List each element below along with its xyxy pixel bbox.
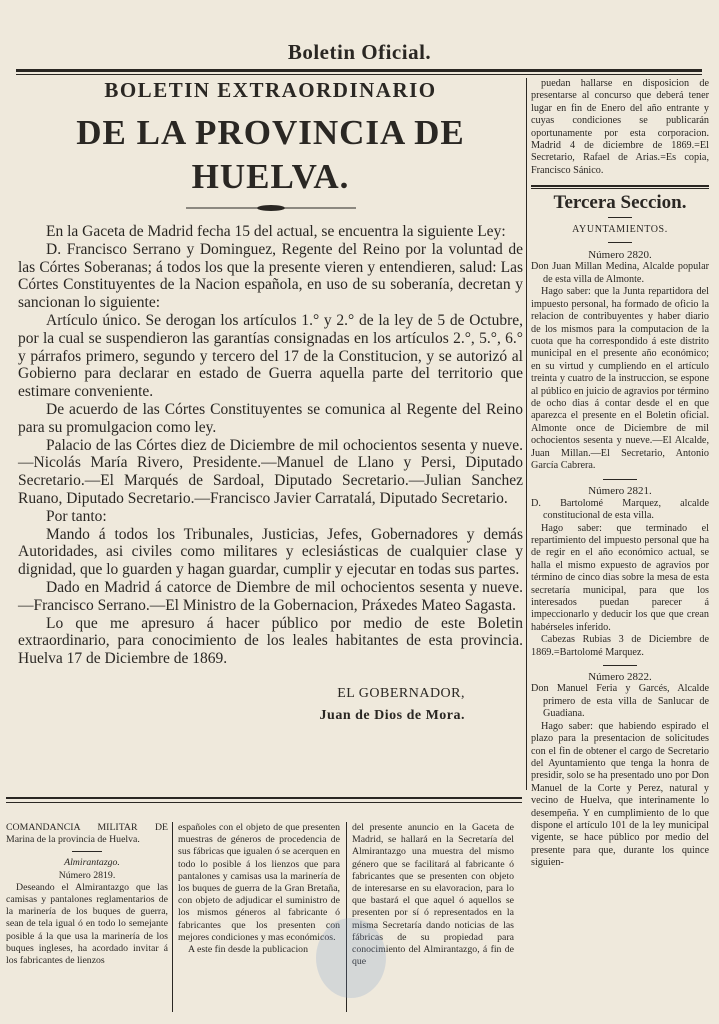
entry-text: Hago saber: que terminado el repartimiento del impuesto personal que ha de regir en el año económico actual, se halla el mismo expuesto de agravios por término de cinco dias sobre la mesa de esta secretaría municipal, para que los interesados puedan parecer á impeccionarlo y deducir los que que crean habérseles inferido.	[531, 522, 709, 633]
entry-heading: Don Juan Millan Medina, Alcalde popular de esta villa de Almonte.	[531, 261, 709, 285]
paragraph: Palacio de las Córtes diez de Diciembre de mil ochocientos sesenta y nueve.—Nicolás María Rivero, Presidente.—Manuel de Llano y Persi, Diputado Secretario.—El Marqués de Sardoal, Diputado Secretario.—Julian Sanchez Ruano, Diputado Secretario.—Francisco Javier Carratalá, Diputado Secretario.	[18, 436, 523, 507]
section-rule-thick	[531, 185, 709, 187]
right-column	[531, 78, 709, 870]
notice-text: del presente anuncio en la Gaceta de Madrid, se hallará en la Secretaría del Almirantazgo una muestra del mismo género que se facilitará al fabricante ó fabricantes que se presenten con objeto de interesarse en su elavoracion, para lo que bastará el que aquel ó aquellos se presenten por sí ó representados en la misma Secretaría dando noticias de las fábricas de su propiedad para conocimiento del Almirantazgo, á fin de que	[352, 822, 514, 968]
extraordinary-bulletin	[18, 78, 523, 724]
paragraph: Por tanto:	[46, 507, 107, 525]
entry-heading: Don Manuel Feria y Garcés, Alcalde primero de esta villa de Sanlucar de Guadiana.	[531, 683, 709, 720]
entry-text: Hago saber: que habiendo espirado el plazo para la presentacion de solicitudes con el fin de obtener el cargo de Secretario del Ayuntamiento que tenga la honra de presidir, solo se ha presentado uno por Don Manuel de la Corte y Perez, natural y vecino de Huelva, que interinamente lo desempeña. Y en cumplimiento de lo que dispone el artículo 101 de la ley municipal vigente, se hace público por medio del presente para que, durante los quince siguien-	[531, 720, 709, 869]
notice-subheading: Almirantazgo.	[64, 857, 120, 869]
decree-text	[18, 223, 523, 668]
section-rule-thin	[531, 188, 709, 189]
paragraph: En la Gaceta de Madrid fecha 15 del actual, se encuentra la siguiente Ley:	[46, 223, 506, 240]
short-rule	[72, 851, 102, 852]
short-rule	[608, 242, 632, 243]
notice-number: Número 2819.	[58, 869, 116, 881]
short-rule	[603, 665, 637, 666]
signer-title: EL GOBERNADOR,	[337, 685, 465, 701]
paragraph: Lo que me apresuro á hacer público por medio de este Boletin extraordinario, para conocimiento de los leales habitantes de esta provincia. Huelva 17 de Diciembre de 1869.	[18, 614, 523, 668]
bottom-divider-rule	[6, 797, 522, 799]
header-rule-thick	[16, 69, 702, 72]
bottom-divider-rule-thin	[6, 802, 522, 803]
short-rule	[608, 217, 632, 218]
paragraph: D. Francisco Serrano y Dominguez, Regente del Reino por la voluntad de las Córtes Soberanas; á todos los que la presente vieren y entendieren, salud: Las Córtes Constituyentes de la Nacion española, en uso de su soberanía, decretan y sancionan lo siguiente:	[18, 240, 523, 312]
paragraph: Mando á todos los Tribunales, Justicias, Jefes, Gobernadores y demás Autoridades, asi civiles como militares y eclesiásticas de cualquier clase y dignidad, que lo guarden y hagan guardar, cumplir y ejecutar en todas sus partes.	[18, 525, 523, 579]
notice-heading: COMANDANCIA MILITAR DE Marina de la provincia de Huelva.	[6, 822, 168, 846]
entry-number: Número 2821.	[588, 485, 652, 498]
bottom-column-1	[6, 822, 168, 967]
entry-heading: D. Bartolomé Marquez, alcalde constitucional de esta villa.	[531, 497, 709, 522]
paragraph: Artículo único. Se derogan los artículos 1.° y 2.° de la ley de 5 de Octubre, por la cual se suspendieron las garantías consignadas en los artículos 2.°, 5.°, 6.° y párrafos primero, segundo y tercero del 17 de la Constitucion, y se autorizó al Gobierno para declarar en estado de Guerra aquella parte del territorio que estimare conveniente.	[18, 311, 523, 401]
ink-stain	[316, 918, 386, 998]
bottom-column-2	[178, 822, 340, 956]
notice-text: A este fin desde la publicacion	[188, 944, 308, 956]
paragraph: De acuerdo de las Córtes Constituyentes se comunica al Regente del Reino para su promulgacion como ley.	[18, 400, 523, 436]
paragraph: Dado en Madrid á catorce de Diembre de mil ochocientos sesenta y nueve.—Francisco Serrano.—El Ministro de la Gobernacion, Práxedes Mateo Sagasta.	[18, 578, 523, 614]
entry-number: Número 2820.	[588, 249, 652, 262]
notice-text: Deseando el Almirantazgo que las camisas y pantalones reglamentarios de la marinería de los buques de guerra, sean de tela igual ó en todo lo semejante posible á la que usa la marinería de los buques ingleses, ha acordado invitar á los fabricantes de lienzos	[6, 881, 168, 967]
province-title: DE LA PROVINCIA DE HUELVA.	[76, 113, 465, 196]
section-title: Tercera Seccion.	[553, 192, 687, 214]
entry-text: Hago saber: que la Junta repartidora del impuesto personal, ha formado de oficio la relacion de contribuyentes y haber diario de los mismos para la computacion de la cuota que ha correspondido á este distrito municipal en el presente año económico; en su virtud y cumpliendo en el artículo treinta y cuatro de la instruccion, se espone al público en juicio de agravios por término de ocho dias á contar desde el en que aparezca el presente en el Boletin oficial. Almonte once de Diciembre de mil ochocientos sesenta y nueve.—El Alcalde, Juan Millan.—El Secretario, Antonio García Cabrera.	[531, 286, 709, 471]
signer-name: Juan de Dios de Mora.	[319, 707, 465, 723]
section-subtitle: AYUNTAMIENTOS.	[572, 223, 668, 235]
header-rule-thin	[16, 74, 702, 75]
continued-notice: puedan hallarse en disposicion de presentarse al concurso que deberá tener lugar en fin de Enero del año entrante y cuyas condiciones se publicarán oportunamente por esta corporacion. Madrid 4 de diciembre de 1869.=El Secretario, Rafael de Arias.=Es copia, Francisco Sánico.	[531, 78, 709, 176]
short-rule	[603, 479, 637, 480]
notice-text: españoles con el objeto de que presenten muestras de géneros de procedencia de sus fábricas que igualen ó se acerquen en todo lo posible á los lienzos que para pantalones y camisas usa la marinería de los buques de guerra de la Gran Bretaña, con objeto de adjudicar el suministro de los mismos géneros al fabricante ó fabricantes que los presenten con mejores condiciones y mas económicos.	[178, 822, 340, 943]
running-header: Boletin Oficial.	[287, 40, 432, 64]
column-divider-right	[526, 78, 527, 790]
column-divider	[172, 822, 173, 1012]
entry-number: Número 2822.	[588, 671, 652, 684]
extraordinary-title: BOLETIN EXTRAORDINARIO	[104, 78, 437, 102]
ornament-divider-icon	[186, 203, 356, 213]
entry-closing: Cabezas Rubias 3 de Diciembre de 1869.=Bartolomé Marquez.	[531, 634, 709, 658]
